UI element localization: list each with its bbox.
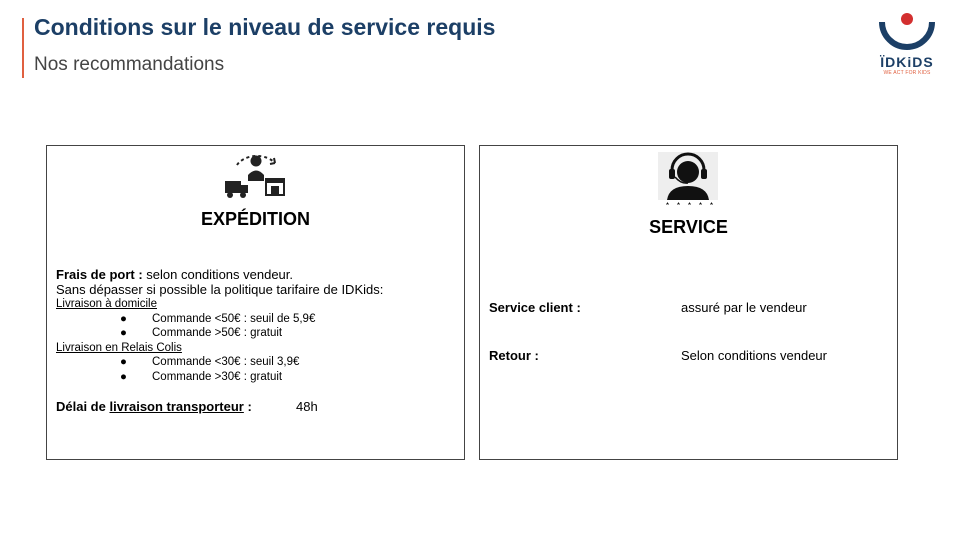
shipping-details: [56, 267, 456, 415]
shipping-policy-line: Sans dépasser si possible la politique tarifaire de IDKids:: [56, 282, 384, 297]
bullet-icon: ●: [120, 370, 127, 383]
home-bullet-text: Commande >50€ : gratuit: [152, 327, 283, 339]
service-row-label: Retour :: [489, 348, 539, 363]
delay-prefix: Délai de: [56, 399, 110, 414]
service-row-label: Service client :: [489, 300, 581, 315]
shipping-card: [46, 145, 465, 460]
customer-service-agent-icon: [658, 152, 718, 208]
relay-delivery-title: Livraison en Relais Colis: [56, 341, 182, 354]
home-delivery-title: Livraison à domicile: [56, 298, 157, 310]
title-accent-bar: [22, 18, 24, 78]
service-heading: SERVICE: [649, 217, 728, 237]
shipping-fees-line: [56, 267, 456, 282]
relay-bullet-text: Commande >30€ : gratuit: [152, 370, 283, 383]
delivery-delay-value: 48h: [296, 399, 318, 414]
service-row: [489, 348, 889, 364]
relay-bullet: [56, 370, 456, 385]
bullet-icon: ●: [120, 356, 127, 368]
logo-wordmark: ÏDKiDS: [880, 54, 934, 70]
rating-stars-icon: [666, 202, 713, 205]
relay-bullet: [56, 355, 456, 370]
home-bullet-text: Commande <50€ : seuil de 5,9€: [152, 312, 316, 325]
service-row-value: assuré par le vendeur: [681, 300, 807, 315]
logo-mark-icon: [872, 10, 942, 56]
shipping-heading: EXPÉDITION: [200, 209, 311, 229]
service-row: [489, 300, 889, 316]
logo-tagline: WE ACT FOR KIDS: [883, 70, 931, 76]
service-row-value: Selon conditions vendeur: [681, 348, 827, 363]
shipping-fees-value: selon conditions vendeur.: [142, 267, 294, 282]
delivery-delay-line: [56, 399, 456, 415]
delivery-delay-label: [56, 399, 252, 414]
delay-suffix: :: [243, 399, 252, 414]
idkids-logo: [872, 10, 942, 80]
home-bullet: [56, 312, 456, 327]
page-title: Conditions sur le niveau de service requis: [34, 14, 496, 40]
shipping-fees-label: Frais de port :: [56, 267, 143, 282]
home-bullet: [56, 326, 456, 341]
page-subtitle: Nos recommandations: [34, 54, 225, 75]
bullet-icon: ●: [120, 327, 127, 339]
relay-bullet-text: Commande <30€ : seuil 3,9€: [152, 356, 300, 368]
delay-carrier-link: livraison transporteur: [109, 399, 244, 414]
service-card: [479, 145, 898, 460]
bullet-icon: ●: [120, 312, 127, 325]
delivery-truck-icon: [223, 151, 289, 199]
